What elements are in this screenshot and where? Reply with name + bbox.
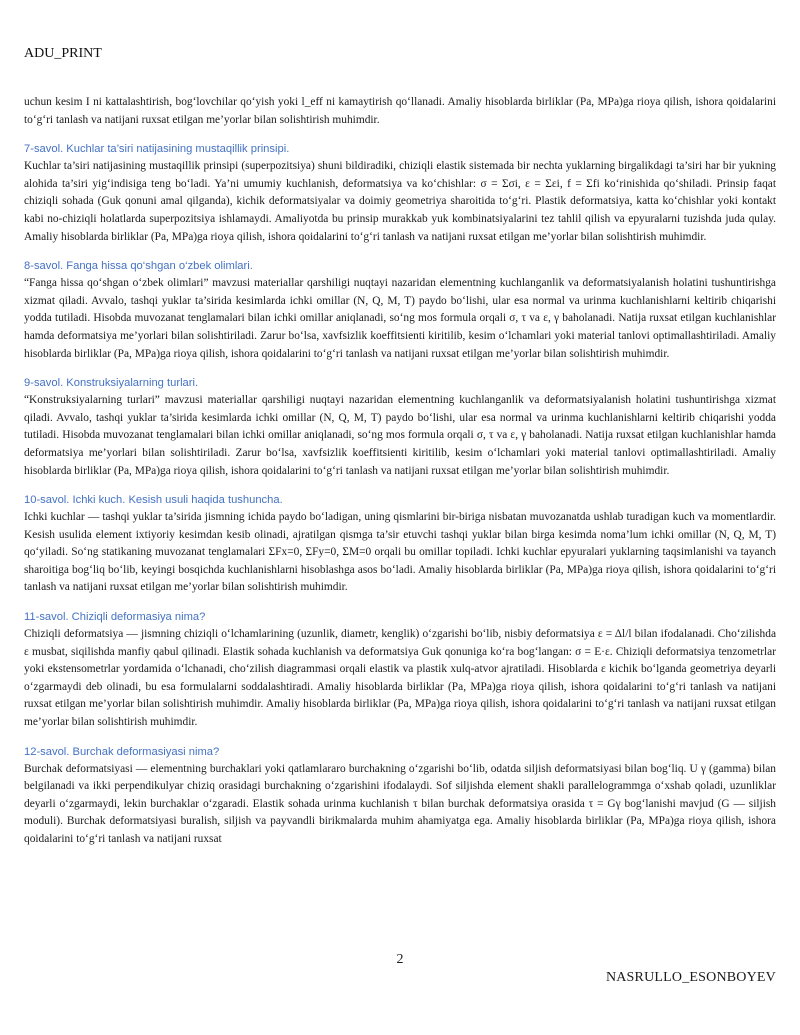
section-7 [24,141,776,246]
section-body: Chiziqli deformatsiya — jismning chiziqli o‘lchamlarining (uzunlik, diametr, kenglik) o‘zgarishi bo‘lib, nisbiy deformatsiya ε = Δl/l bilan ifodalanadi. Cho‘zilishda ε musbat, siqilishda manfiy qabul qilinadi. Elastik sohada kuchlanish va deformatsiya Guk qonuniga ko‘ra bog‘langan: σ = E·ε. Chiziqli deformatsiya tenzometrlar yoki ekstensometrlar yordamida o‘lchanadi, cho‘zilish diagrammasi orqali elastik va plastik xulq-atvor ajratiladi. Hisoblarda ε kichik bo‘lganda geometriya deyarli o‘zgarmaydi deb olinadi, bu esa formulalarni soddalashtiradi. Amaliy hisoblarda birliklar (Pa, MPa)ga rioya qilish, ishora qoidalarini to‘g‘ri tanlash va natijani ruxsat etilgan me’yorlar bilan solishtirish muhimdir. Amaliy hisoblarda birliklar (Pa, MPa)ga rioya qilish, ishora qoidalarini to‘g‘ri tanlash va natijani ruxsat etilgan me’yorlar bilan solishtirish muhimdir. [24,628,776,729]
section-10 [24,492,776,597]
document-body [24,94,776,849]
section-title: 10-savol. Ichki kuch. Kesish usuli haqida tushuncha. [24,494,283,507]
page-footer: NASRULLO_ESONBOYEV [605,970,776,985]
section-11 [24,609,776,732]
section-8 [24,258,776,363]
section-body: “Konstruksiyalarning turlari” mavzusi materiallar qarshiligi nuqtayi nazaridan elementning kuchlanganlik va deformatsiyalanish holatini tushuntirishga xizmat qiladi. Avvalo, tashqi yuklar ta’sirida kesimlarda ichki omillar (N, Q, M, T) paydo bo‘lishi, ular esa normal va urinma kuchlanishlarni keltirib chiqarishi yodda tutiladi. Hisobda muvozanat tenglamalari bilan ichki omillar aniqlanadi, so‘ng mos formula orqali σ, τ va ε, γ baholanadi. Natija ruxsat etilgan kuchlanishlar hamda deformatsiya me’yorlari bilan solishtiriladi. Zarur bo‘lsa, xavfsizlik koeffitsienti kiritilib, kesim o‘lchamlari yoki material tanlovi optimallashtiriladi. Amaliy hisoblarda birliklar (Pa, MPa)ga rioya qilish, ishora qoidalarini to‘g‘ri tanlash va natijani ruxsat etilgan me’yorlar bilan solishtirish muhimdir. [24,394,776,477]
section-title: 11-savol. Chiziqli deformasiya nima? [24,611,206,624]
section-body: Burchak deformatsiyasi — elementning burchaklari yoki qatlamlararo burchakning o‘zgarishi bo‘lib, odatda siljish deformatsiyasi bilan bog‘liq. U γ (gamma) bilan belgilanadi va ikki perpendikulyar chiziq orasidagi burchakning o‘zgarishini ifodalaydi. Sof siljishda element shakli parallelogrammga o‘xshab qoladi, uzunliklar deyarli o‘zgarmaydi, lekin burchaklar o‘zgaradi. Elastik sohada urinma kuchlanish τ bilan burchak deformatsiya orasida τ = Gγ bog‘lanishi mavjud (G — siljish moduli). Burchak deformatsiyasi buralish, siljish va payvandli birikmalarda muhim ahamiyatga ega. Amaliy hisoblarda birliklar (Pa, MPa)ga rioya qilish, ishora qoidalarini to‘g‘ri tanlash va natijani ruxsat [24,762,776,845]
intro-paragraph: uchun kesim I ni kattalashtirish, bog‘lovchilar qo‘yish yoki l_eff ni kamaytirish qo‘llanadi. Amaliy hisoblarda birliklar (Pa, MPa)ga rioya qilish, ishora qoidalarini to‘g‘ri tanlash va natijani ruxsat etilgan me’yorlar bilan solishtirish muhimdir. [24,96,776,126]
section-title: 12-savol. Burchak deformasiyasi nima? [24,745,220,758]
section-12 [24,744,776,849]
section-body: Kuchlar ta’siri natijasining mustaqillik prinsipi (superpozitsiya) shuni bildiradiki, chiziqli elastik sistemada bir nechta yuklarning birgalikdagi ta’siri har bir yukning alohida ta’siri yig‘indisiga teng bo‘ladi. Ya’ni umumiy kuchlanish, deformatsiya va ko‘chishlar: σ = Σσi, ε = Σεi, f = Σfi ko‘rinishida qo‘shiladi. Prinsip faqat chiziqli sohada (Guk qonuni amal qilganda), kichik deformatsiyalar va doimiy geometriya sharoitida to‘g‘ri. Plastik deformatsiya, katta ko‘chishlar yoki kontakt kabi no-chiziqli holatlarda superpozitsiya ishlamaydi. Amaliyotda bu prinsip murakkab yuk kombinatsiyalarini tez tahlil qilish va epyuralarni tuzishda juda qulay. Amaliy hisoblarda birliklar (Pa, MPa)ga rioya qilish, ishora qoidalarini to‘g‘ri tanlash va natijani ruxsat etilgan me’yorlar bilan solishtirish muhimdir. [24,160,776,243]
page-header: ADU_PRINT [24,46,102,61]
page-number: 2 [396,952,404,967]
section-title: 8-savol. Fanga hissa qo‘shgan o‘zbek olimlari. [24,260,253,273]
section-title: 9-savol. Konstruksiyalarning turlari. [24,377,199,390]
section-body: “Fanga hissa qo‘shgan o‘zbek olimlari” mavzusi materiallar qarshiligi nuqtayi nazaridan elementning kuchlanganlik va deformatsiyalanish holatini tushuntirishga xizmat qiladi. Avvalo, tashqi yuklar ta’sirida kesimlarda ichki omillar (N, Q, M, T) paydo bo‘lishi, ular esa normal va urinma kuchlanishlarni keltirib chiqarishi yodda tutiladi. Hisobda muvozanat tenglamalari bilan ichki omillar aniqlanadi, so‘ng mos formula orqali σ, τ va ε, γ baholanadi. Natija ruxsat etilgan kuchlanishlar hamda deformatsiya me’yorlari bilan solishtiriladi. Zarur bo‘lsa, xavfsizlik koeffitsienti kiritilib, kesim o‘lchamlari yoki material tanlovi optimallashtiriladi. Amaliy hisoblarda birliklar (Pa, MPa)ga rioya qilish, ishora qoidalarini to‘g‘ri tanlash va natijani ruxsat etilgan me’yorlar bilan solishtirish muhimdir. [24,277,776,360]
section-title: 7-savol. Kuchlar ta’siri natijasining mustaqillik prinsipi. [24,143,290,156]
section-body: Ichki kuchlar — tashqi yuklar ta’sirida jismning ichida paydo bo‘ladigan, uning qismlarini bir-biriga nisbatan muvozanatda ushlab turadigan kuch va momentlardir. Kesish usulida element ixtiyoriy kesimdan kesib olinadi, ajratilgan qismga ta’sir etuvchi tashqi yuklar bilan birga kesimda noma’lum ichki omillar (N, Q, M, T) qo‘yiladi. So‘ng statikaning muvozanat tenglamalari ΣFx=0, ΣFy=0, ΣM=0 orqali bu omillar topiladi. Ichki kuchlar epyuralari yuklarning taqsimlanishi va tayanch sharoitiga bog‘liq bo‘lib, keyingi bosqichda kuchlanishlarni hisoblashga asos bo‘ladi. Amaliy hisoblarda birliklar (Pa, MPa)ga rioya qilish, ishora qoidalarini to‘g‘ri tanlash va natijani ruxsat etilgan me’yorlar bilan solishtirish muhimdir. [24,511,776,594]
section-9 [24,375,776,480]
